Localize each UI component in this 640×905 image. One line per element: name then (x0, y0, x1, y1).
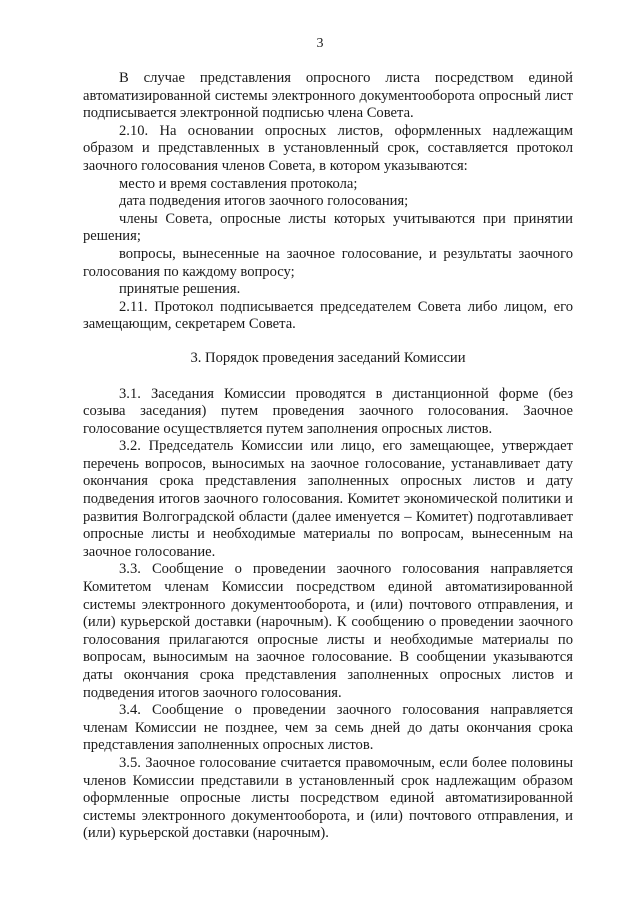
page-number: 3 (316, 36, 324, 51)
paragraph: В случае представления опросного листа посредством единой автоматизированной системы электронного документооборота опросный лист подписывается электронной подписью члена Совета. (83, 70, 573, 122)
list-item: место и время составления протокола; (119, 175, 358, 192)
paragraph: 2.11. Протокол подписывается председателем Совета либо лицом, его замещающим, секретарем Совета. (83, 298, 573, 333)
list-item: принятые решения. (119, 281, 241, 298)
paragraph: 3.2. Председатель Комиссии или лицо, его замещающее, утверждает перечень вопросов, выносимых на заочное голосование, устанавливает дату окончания срока представления заполненных опросных листов и дату подведения итогов заочного голосования. Комитет экономической политики и развития Волгоградской области (далее именуется – Комитет) подготавливает опросные листы и необходимые материалы по вопросам, вынесенным на заочное голосование. (83, 438, 573, 560)
paragraph: 3.4. Сообщение о проведении заочного голосования направляется членам Комиссии не позднее, чем за семь дней до даты окончания срока представления заполненных опросных листов. (83, 702, 573, 754)
paragraph: 3.3. Сообщение о проведении заочного голосования направляется Комитетом членам Комиссии посредством единой автоматизированной системы электронного документооборота, и (или) почтового отправления, и (или) курьерской доставки (нарочным). К сообщению о проведении заочного голосования прилагаются опросные листы и необходимые материалы по вопросам, выносимым на заочное голосование. В сообщении указываются даты окончания срока представления заполненных опросных листов и подведения итогов заочного голосования. (83, 561, 573, 701)
list-item: члены Совета, опросные листы которых учитываются при принятии решения; (83, 210, 573, 245)
section-heading: 3. Порядок проведения заседаний Комиссии (190, 349, 466, 366)
paragraph: 2.10. На основании опросных листов, оформленных надлежащим образом и представленных в установленный срок, составляется протокол заочного голосования членов Совета, в котором указываются: (83, 122, 573, 174)
document-body (83, 70, 573, 843)
paragraph: 3.1. Заседания Комиссии проводятся в дистанционной форме (без созыва заседания) путем проведения заочного голосования. Заочное голосование осуществляется путем заполнения опросных листов. (83, 385, 573, 437)
paragraph: 3.5. Заочное голосование считается правомочным, если более половины членов Комиссии представили в установленный срок надлежащим образом оформленные опросные листы посредством единой автоматизированной системы электронного документооборота, и (или) почтового отправления, и (или) курьерской доставки (нарочным). (83, 754, 573, 842)
list-item: вопросы, вынесенные на заочное голосование, и результаты заочного голосования по каждому вопросу; (83, 245, 573, 280)
list-item: дата подведения итогов заочного голосования; (119, 193, 409, 210)
